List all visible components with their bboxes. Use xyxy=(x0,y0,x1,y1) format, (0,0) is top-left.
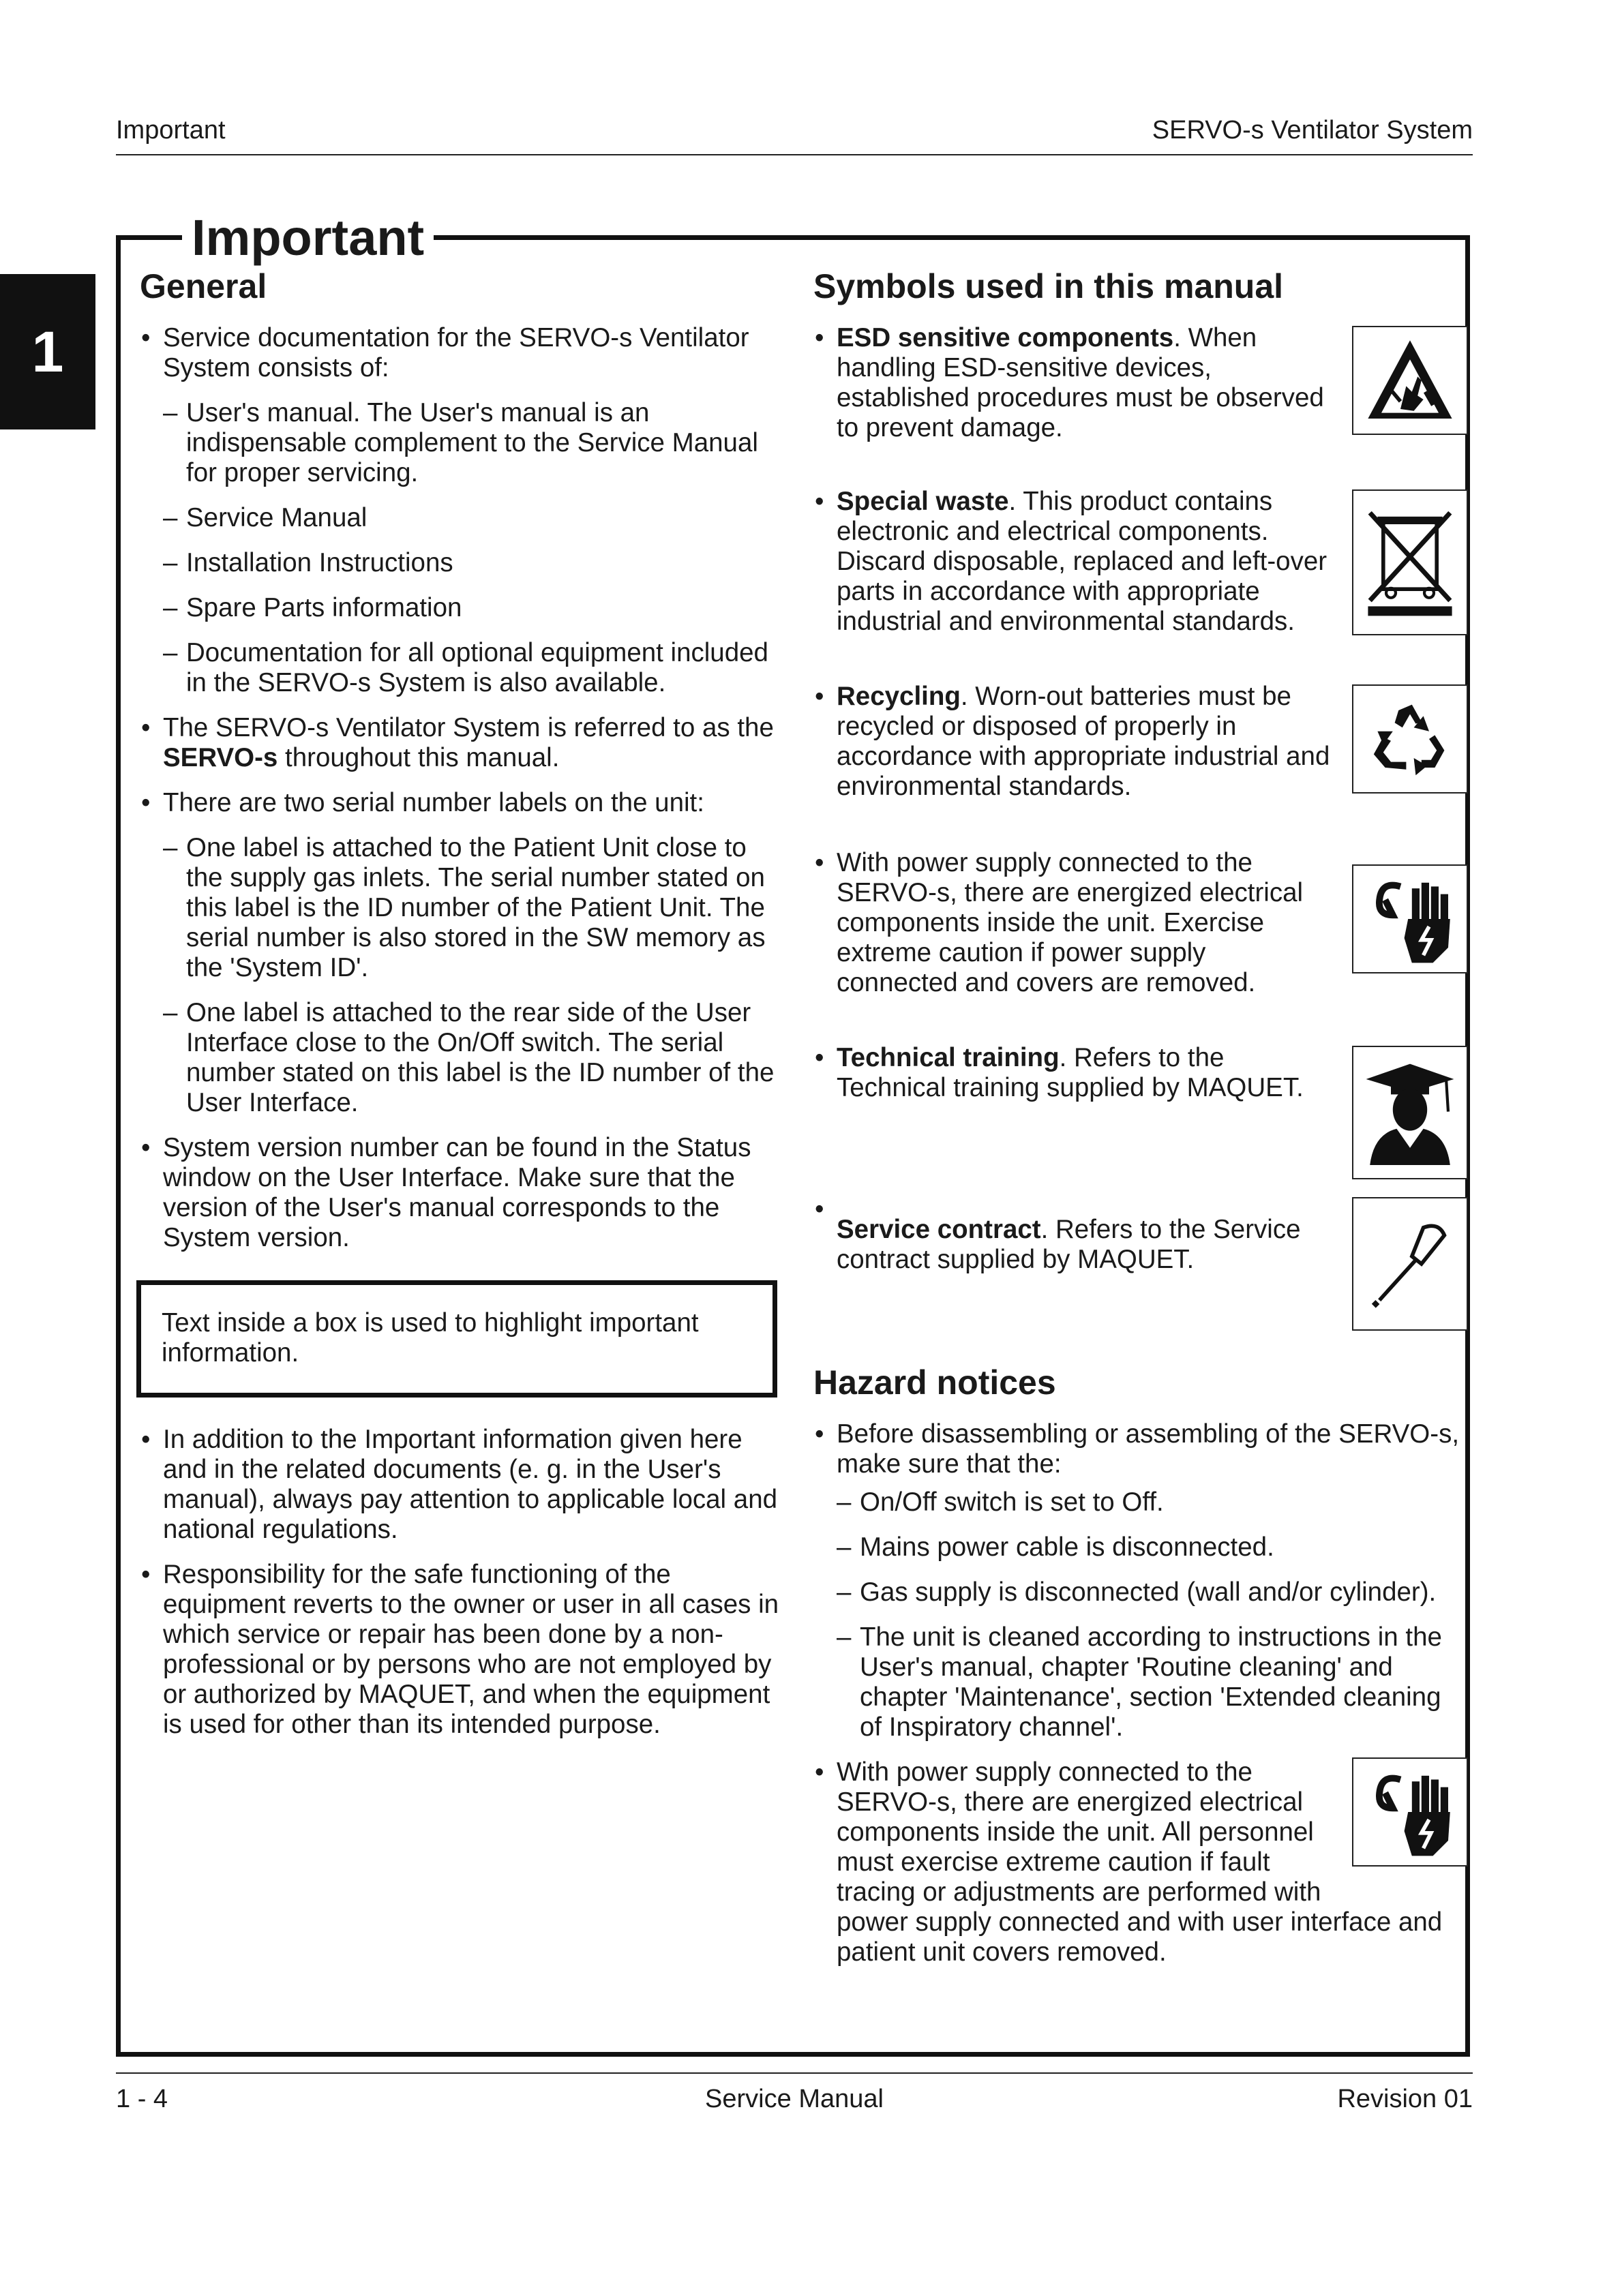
doc-list-item: – Spare Parts information xyxy=(140,593,781,623)
page-number: 1 - 4 xyxy=(116,2085,168,2113)
symbols-column xyxy=(813,266,1468,1982)
hazard-list-item: – Mains power cable is disconnected. xyxy=(813,1532,1468,1562)
recycling-title: Recycling xyxy=(837,682,961,711)
waste-title: Special waste xyxy=(837,487,1009,516)
general-bullet-responsibility: • Responsibility for the safe functioning of the equipment reverts to the owner or user in all cases in which service or repair has been done by a non-professional or by persons who are not employed by or authorized by MAQUET, and when the equipment is used for other than its intended purpose. xyxy=(140,1560,781,1740)
naming-text-post: throughout this manual. xyxy=(278,743,560,772)
general-column xyxy=(140,266,781,1755)
symbols-heading: Symbols used in this manual xyxy=(813,267,1284,305)
esd-warning-icon xyxy=(1352,326,1468,435)
hazard-list-item: – Gas supply is disconnected (wall and/or cylinder). xyxy=(813,1577,1468,1607)
symbol-electric-text: • With power supply connected to the SERVO-s, there are energized electrical components inside the unit. Exercise extreme caution if power supply connected and covers are removed. xyxy=(813,848,1468,998)
screwdriver-icon xyxy=(1352,1197,1468,1331)
hazard-bullet-before: • Before disassembling or assembling of the SERVO-s, make sure that the: xyxy=(813,1419,1468,1479)
naming-text-bold: SERVO-s xyxy=(163,743,278,772)
doc-list-item: – Documentation for all optional equipment included in the SERVO-s System is also available. xyxy=(140,638,781,698)
recycle-icon xyxy=(1352,684,1468,794)
chapter-tab: 1 xyxy=(0,274,95,429)
highlight-box-text: Text inside a box is used to highlight important information. xyxy=(162,1308,699,1368)
frame-title: Important xyxy=(182,207,434,269)
serial-list-item: – One label is attached to the rear side of the User Interface close to the On/Off switch. The serial number stated on this label is the ID number of the User Interface. xyxy=(140,998,781,1118)
header-section-title: Important xyxy=(116,116,226,145)
footer-document-title: Service Manual xyxy=(705,2085,884,2113)
training-title: Technical training xyxy=(837,1043,1060,1072)
symbol-training xyxy=(813,1043,1468,1194)
electric-hazard-hand-icon xyxy=(1352,1757,1468,1867)
graduate-icon xyxy=(1352,1046,1468,1179)
general-bullet-naming xyxy=(140,713,781,773)
general-bullet-version: • System version number can be found in the Status window on the User Interface. Make sure that the version of the User's manual corresponds to the System version. xyxy=(140,1133,781,1253)
doc-list-item: – Installation Instructions xyxy=(140,548,781,578)
page-footer xyxy=(116,2072,1473,2115)
symbol-waste xyxy=(813,487,1468,682)
general-bullet-regulations: • In addition to the Important information given here and in the related documents (e. g. in the User's manual), always pay attention to applicable local and national regulations. xyxy=(140,1425,781,1545)
esd-title: ESD sensitive components xyxy=(837,323,1174,352)
footer-revision: Revision 01 xyxy=(1337,2085,1473,2113)
general-bullet-serial: • There are two serial number labels on the unit: xyxy=(140,788,781,818)
symbol-recycling xyxy=(813,682,1468,848)
page-header xyxy=(116,116,1473,155)
naming-text-pre: The SERVO-s Ventilator System is referred to as the xyxy=(163,713,774,742)
serial-list-item: – One label is attached to the Patient Unit close to the supply gas inlets. The serial number stated on this label is the ID number of the Patient Unit. The serial number is also stored in the SW memory as the 'System ID'. xyxy=(140,833,781,983)
doc-list-item: – User's manual. The User's manual is an indispensable complement to the Service Manual for proper servicing. xyxy=(140,398,781,488)
electric-hazard-hand-icon xyxy=(1352,864,1468,973)
hazard-heading: Hazard notices xyxy=(813,1363,1056,1402)
highlight-box xyxy=(136,1280,777,1398)
doc-list-item: – Service Manual xyxy=(140,503,781,533)
general-bullet-docs: • Service documentation for the SERVO-s Ventilator System consists of: xyxy=(140,323,781,383)
recycling-description: . Worn-out batteries must be recycled or disposed of properly in accordance with appropriate industrial and environmental standards. xyxy=(837,682,1330,801)
esd-description: . When handling ESD-sensitive devices, established procedures must be observed to prevent damage. xyxy=(837,323,1324,442)
training-description: . Refers to the Technical training supplied by MAQUET. xyxy=(837,1043,1304,1102)
waste-description: . This product contains electronic and electrical components. Discard disposable, replaced and left-over parts in accordance with appropriate industrial and environmental standards. xyxy=(837,487,1328,636)
general-heading: General xyxy=(140,267,267,305)
contract-description: . Refers to the Service contract supplied by MAQUET. xyxy=(837,1215,1301,1274)
hazard-electric xyxy=(813,1757,1468,1967)
hazard-list-item: – On/Off switch is set to Off. xyxy=(813,1487,1468,1517)
hazard-electric-description: With power supply connected to the SERVO-s, there are energized electrical components inside the unit. All personnel must exercise extreme caution if fault tracing or adjustments are performed with power supply connected and with user interface and patient unit covers removed. xyxy=(837,1757,1443,1967)
contract-title: Service contract xyxy=(837,1215,1041,1244)
hazard-list-item: – The unit is cleaned according to instructions in the User's manual, chapter 'Routine cleaning' and chapter 'Maintenance', section 'Extended cleaning of Inspiratory channel'. xyxy=(813,1622,1468,1742)
symbol-contract xyxy=(813,1194,1468,1355)
symbol-esd xyxy=(813,323,1468,487)
crossed-bin-icon xyxy=(1352,489,1468,635)
header-product-title: SERVO-s Ventilator System xyxy=(1152,116,1473,145)
symbol-electric xyxy=(813,848,1468,1043)
